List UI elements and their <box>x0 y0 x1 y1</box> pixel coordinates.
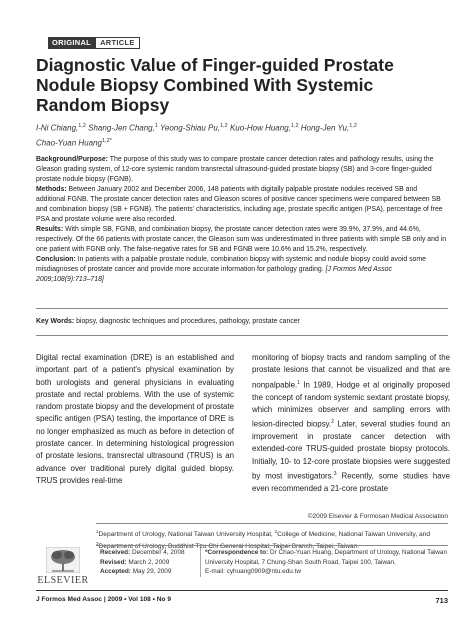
author-affil-sup: 1,2* <box>101 137 112 144</box>
body-text: Recently, some studies have even recommended a 21-core prostate <box>252 471 450 493</box>
abstract-conclusion <box>36 255 448 285</box>
abstract-methods <box>36 185 448 225</box>
accepted-label: Accepted: <box>100 568 131 576</box>
author-list <box>36 120 456 149</box>
author: Hong-Jen Yu, <box>300 123 350 133</box>
abstract-background-text: The purpose of this study was to compare prostate cancer detection rates and pathology results, using the Gleason grading system, of 12-core systemic random transrectal ultrasound-guided prostate biopsy (SB) and 3-core finger-guided prostate nodule biopsy (FGNB). <box>36 156 434 183</box>
abstract-background <box>36 155 448 185</box>
revised-label: Revised: <box>100 558 127 566</box>
affil-sup: 2 <box>274 529 278 534</box>
elsevier-tree-icon <box>46 547 80 573</box>
title-line-1: Diagnostic Value of Finger-guided Prostate <box>36 55 394 75</box>
elsevier-wordmark: ELSEVIER <box>37 575 89 586</box>
article-title <box>36 55 456 115</box>
body-text: Later, several studies found an improvement in prostate cancer detection with extended-core TRUS-guided prostate biopsy protocols. Initially, 10- to 12-core prostate biopsies were suggested by most investigators. <box>252 419 450 481</box>
title-line-3: Random Biopsy <box>36 95 170 115</box>
citation-sup: 1 <box>297 379 300 386</box>
abstract-methods-label: Methods: <box>36 186 67 193</box>
body-text: In 1989, Hodge et al originally proposed the concept of random systemic sextant prostate biopsy, which minimizes observer and sampling errors with lesion-directed biopsy. <box>252 380 450 429</box>
author-affil-sup: 1,2 <box>349 123 357 129</box>
keywords-label: Key Words: <box>36 318 75 325</box>
correspondence-email[interactable]: E-mail: cyhuang0909@ntu.edu.tw <box>205 568 302 576</box>
author: I-Ni Chiang, <box>36 123 79 133</box>
author: Kuo-How Huang, <box>229 123 291 133</box>
copyright-notice: ©2009 Elsevier & Formosan Medical Association <box>307 513 448 520</box>
accepted-date: May 29, 2009 <box>132 568 172 576</box>
received-label: Received: <box>100 549 131 556</box>
title-line-2: Nodule Biopsy Combined With Systemic <box>36 75 374 95</box>
page-footer <box>36 596 448 605</box>
affil-sup: 1 <box>96 529 99 534</box>
abstract-background-label: Background/Purpose: <box>36 156 108 163</box>
body-column-right <box>252 352 450 495</box>
author: Chao-Yuan Huang <box>36 138 102 148</box>
abstract-results-text: With simple SB, FGNB, and combination biopsy, the prostate cancer detection rates were 39.9%, 37.9%, and 44.6%, respectively. Of the 66 patients with prostate cancer, the Gleason sum was underestimated in three patients with simple SB only and in one patient with FGNB only. The false-negative rates for SB and FGNB were 10.6% and 15.2%, respectively. <box>36 226 447 253</box>
article-dates <box>100 548 196 577</box>
affil-sup: 3 <box>96 541 99 547</box>
abstract-results <box>36 225 448 255</box>
footer-rule <box>36 590 448 591</box>
correspondence-label: *Correspondence to: <box>205 549 269 556</box>
abstract-conclusion-label: Conclusion: <box>36 256 76 263</box>
citation-sup: 2 <box>331 419 334 426</box>
affil-text: Department of Urology, Buddhist Tzu Chi General Hospital, Taipei Branch, Taipei, Taiwan. <box>98 543 360 551</box>
elsevier-logo <box>36 547 90 595</box>
abstract-results-label: Results: <box>36 226 64 233</box>
author-affil-sup: 1,2 <box>78 123 86 129</box>
affil-text: Department of Urology, National Taiwan University Hospital, <box>98 531 275 539</box>
abstract <box>36 155 448 285</box>
divider <box>96 523 448 524</box>
body-column-left: Digital rectal examination (DRE) is an established and important part of a patient's physical examination by both urologists and general physicians in evaluating prostate and rectal problems. With the use of systemic random prostate biopsy and the development of prostate specific antigen (PSA) testing, the importance of DRE is no longer emphasized as much as before in detection of prostate cancer. In determining histological progression of prostate lesions, transrectal ultrasound (TRUS) is an advance over traditional purely digital guided biopsy. TRUS provides real-time <box>36 353 234 485</box>
keywords-text: biopsy, diagnostic techniques and procedures, pathology, prostate cancer <box>76 318 300 325</box>
abstract-citation: [J Formos Med Assoc 2009;108(9):713–718] <box>36 266 392 283</box>
abstract-methods-text: Between January 2002 and December 2006, 148 patients with digitally palpable prostate nodules received SB and additional FGNB. The prostate cancer detection rates and Gleason scores of positive cancer specimens were compared between SB and combination biopsy (SB + FGNB). The patients' characteristics, including age, prostate specific antigen (PSA), percentage of free PSA and prostate volume were also recorded. <box>36 186 443 223</box>
correspondence <box>200 548 450 577</box>
author-affil-sup: 1 <box>154 123 158 129</box>
author: Shang-Jen Chang, <box>88 123 155 133</box>
keywords <box>36 317 448 327</box>
page-number: 713 <box>435 596 448 605</box>
divider <box>36 335 448 336</box>
revised-date: March 2, 2009 <box>128 558 170 566</box>
citation-sup: 3 <box>333 470 337 477</box>
abstract-conclusion-text: In patients with a palpable prostate nodule, combination biopsy with systemic and nodule biopsy could avoid some misdiagnoses of prostate cancer and provide more accurate information for pathology grading. <box>36 256 426 273</box>
tag-original: ORIGINAL <box>48 37 95 49</box>
tag-article: ARTICLE <box>95 37 140 49</box>
correspondence-text: Dr Chao-Yuan Huang, Department of Urology, National Taiwan University Hospital, 7 Chung-Shan South Road, Taipei 100, Taiwan. <box>205 549 448 566</box>
body-text: monitoring of biopsy tracts and random sampling of the prostate lesions that cannot be visualized and that are nonpalpable. <box>252 353 450 390</box>
divider <box>36 308 448 309</box>
divider <box>96 545 448 546</box>
author-affil-sup: 1,2 <box>290 123 299 129</box>
journal-citation: J Formos Med Assoc | 2009 • Vol 108 • No 9 <box>36 596 172 603</box>
author: Yeong-Shiau Pu, <box>160 123 221 133</box>
affil-text: College of Medicine, National Taiwan University, and <box>277 531 431 539</box>
author-affil-sup: 1,2 <box>220 123 228 129</box>
article-type-tag <box>48 37 140 49</box>
received-date: December 4, 2008 <box>131 549 185 556</box>
